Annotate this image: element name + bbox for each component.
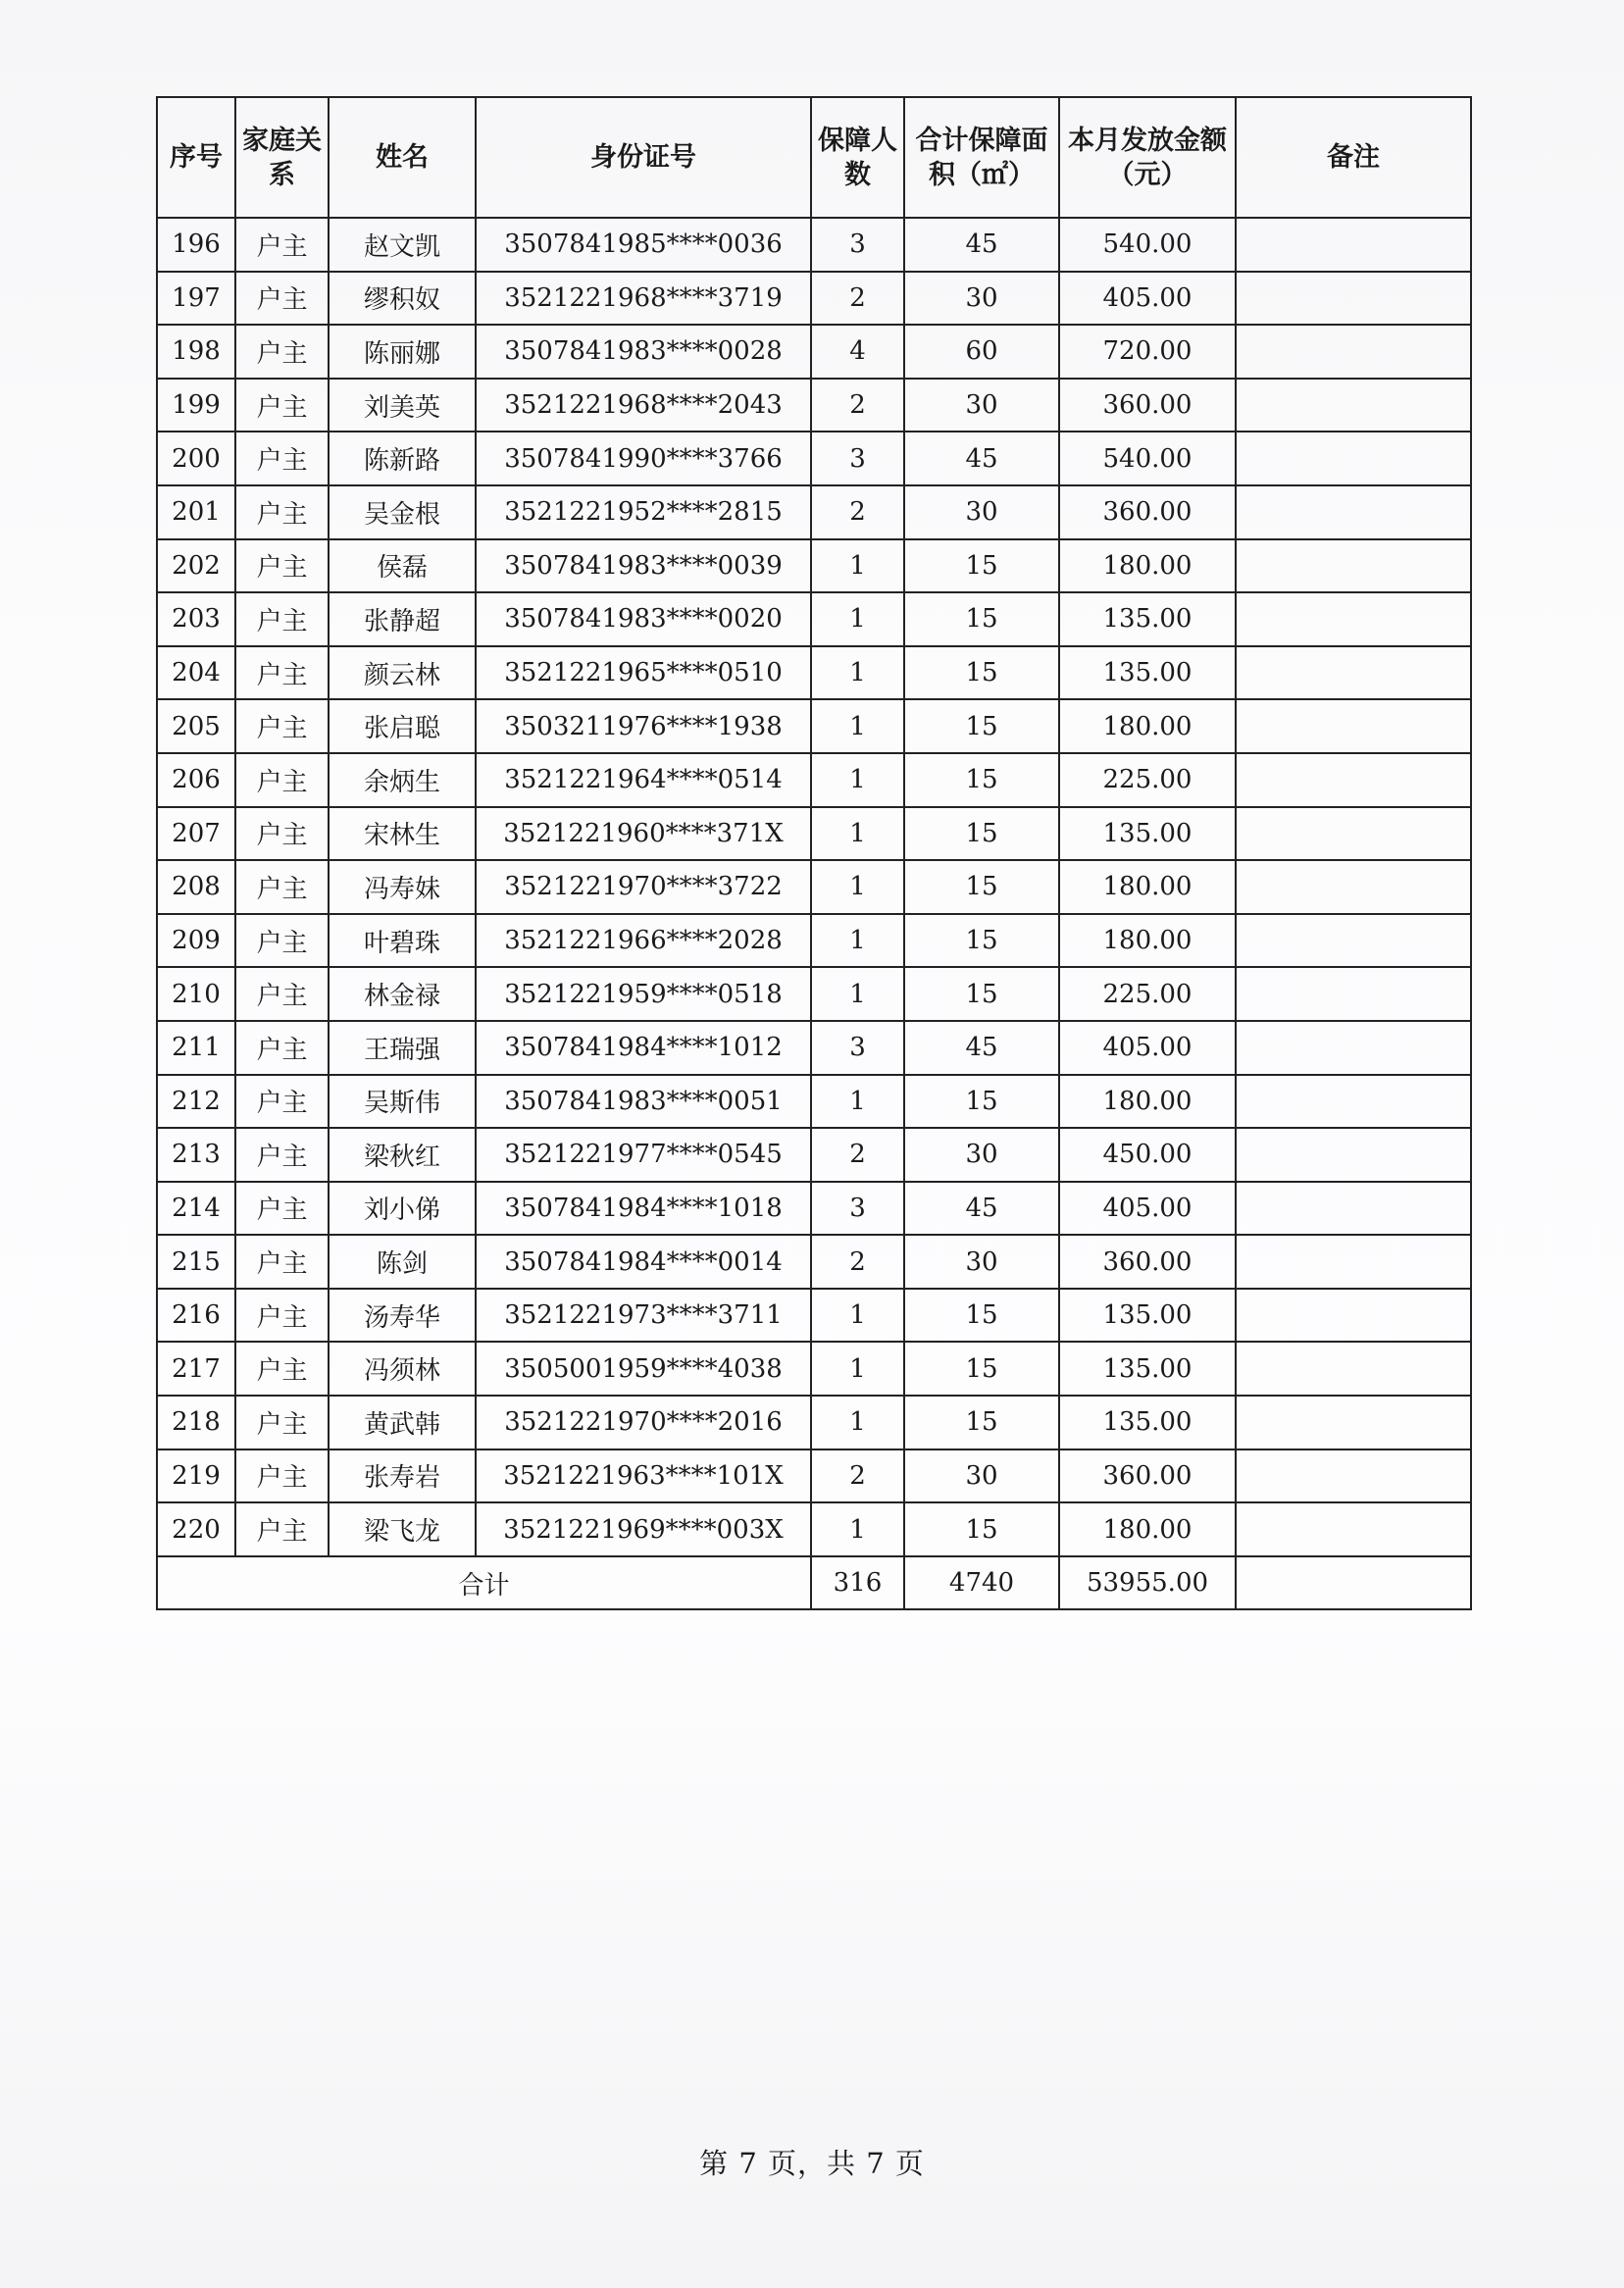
cell-amount: 180.00 (1059, 539, 1236, 593)
cell-id: 3505001959****4038 (476, 1342, 811, 1396)
cell-area: 15 (904, 699, 1059, 753)
table-row (157, 1502, 1471, 1556)
cell-name: 叶碧珠 (329, 914, 476, 968)
cell-relation: 户主 (235, 272, 329, 326)
cell-relation: 户主 (235, 592, 329, 646)
cell-area: 15 (904, 592, 1059, 646)
cell-id: 3521221973****3711 (476, 1289, 811, 1343)
cell-relation: 户主 (235, 753, 329, 807)
cell-remark (1236, 272, 1471, 326)
cell-relation: 户主 (235, 1449, 329, 1503)
cell-amount: 360.00 (1059, 1235, 1236, 1289)
table-row (157, 1128, 1471, 1182)
cell-amount: 135.00 (1059, 1396, 1236, 1449)
cell-id: 3507841984****0014 (476, 1235, 811, 1289)
cell-seq: 216 (157, 1289, 235, 1343)
cell-area: 15 (904, 539, 1059, 593)
cell-relation: 户主 (235, 1289, 329, 1343)
cell-name: 黄武韩 (329, 1396, 476, 1449)
cell-seq: 204 (157, 646, 235, 700)
cell-amount: 135.00 (1059, 646, 1236, 700)
cell-seq: 199 (157, 379, 235, 432)
table-row (157, 485, 1471, 539)
cell-relation: 户主 (235, 432, 329, 485)
cell-persons: 2 (811, 379, 904, 432)
cell-name: 吴斯伟 (329, 1075, 476, 1129)
cell-name: 陈丽娜 (329, 325, 476, 379)
cell-seq: 201 (157, 485, 235, 539)
table-row (157, 646, 1471, 700)
cell-amount: 360.00 (1059, 1449, 1236, 1503)
cell-id: 3521221977****0545 (476, 1128, 811, 1182)
cell-name: 汤寿华 (329, 1289, 476, 1343)
cell-name: 颜云林 (329, 646, 476, 700)
cell-id: 3521221965****0510 (476, 646, 811, 700)
cell-area: 15 (904, 1289, 1059, 1343)
cell-amount: 180.00 (1059, 699, 1236, 753)
cell-area: 45 (904, 218, 1059, 272)
cell-area: 15 (904, 914, 1059, 968)
cell-name: 张启聪 (329, 699, 476, 753)
header-remark: 备注 (1236, 97, 1471, 218)
cell-persons: 3 (811, 218, 904, 272)
header-persons: 保障人数 (811, 97, 904, 218)
cell-relation: 户主 (235, 699, 329, 753)
table-row (157, 1396, 1471, 1449)
cell-area: 15 (904, 1396, 1059, 1449)
cell-area: 15 (904, 1502, 1059, 1556)
cell-persons: 2 (811, 1449, 904, 1503)
cell-relation: 户主 (235, 539, 329, 593)
cell-name: 冯须林 (329, 1342, 476, 1396)
cell-relation: 户主 (235, 485, 329, 539)
cell-name: 余炳生 (329, 753, 476, 807)
cell-persons: 1 (811, 699, 904, 753)
cell-id: 3507841983****0028 (476, 325, 811, 379)
cell-remark (1236, 1182, 1471, 1236)
cell-amount: 135.00 (1059, 1289, 1236, 1343)
cell-amount: 720.00 (1059, 325, 1236, 379)
cell-relation: 户主 (235, 967, 329, 1021)
cell-id: 3521221970****3722 (476, 860, 811, 914)
table-row (157, 860, 1471, 914)
cell-remark (1236, 753, 1471, 807)
cell-amount: 540.00 (1059, 432, 1236, 485)
cell-seq: 200 (157, 432, 235, 485)
cell-relation: 户主 (235, 1342, 329, 1396)
cell-persons: 1 (811, 539, 904, 593)
cell-area: 30 (904, 1449, 1059, 1503)
cell-seq: 207 (157, 807, 235, 861)
table-row (157, 539, 1471, 593)
cell-area: 15 (904, 1342, 1059, 1396)
cell-persons: 1 (811, 1075, 904, 1129)
total-row (157, 1556, 1471, 1610)
cell-id: 3503211976****1938 (476, 699, 811, 753)
cell-area: 30 (904, 379, 1059, 432)
cell-name: 刘小俤 (329, 1182, 476, 1236)
cell-relation: 户主 (235, 1021, 329, 1075)
cell-id: 3521221959****0518 (476, 967, 811, 1021)
cell-amount: 135.00 (1059, 807, 1236, 861)
cell-persons: 3 (811, 432, 904, 485)
cell-area: 30 (904, 1235, 1059, 1289)
cell-amount: 180.00 (1059, 914, 1236, 968)
cell-amount: 405.00 (1059, 1182, 1236, 1236)
cell-persons: 1 (811, 1342, 904, 1396)
cell-name: 梁秋红 (329, 1128, 476, 1182)
cell-name: 刘美英 (329, 379, 476, 432)
cell-persons: 2 (811, 1235, 904, 1289)
cell-seq: 220 (157, 1502, 235, 1556)
cell-persons: 1 (811, 807, 904, 861)
total-area: 4740 (904, 1556, 1059, 1610)
cell-amount: 405.00 (1059, 272, 1236, 326)
cell-amount: 180.00 (1059, 860, 1236, 914)
table-row (157, 1449, 1471, 1503)
cell-remark (1236, 967, 1471, 1021)
cell-remark (1236, 218, 1471, 272)
cell-relation: 户主 (235, 1075, 329, 1129)
cell-id: 3507841985****0036 (476, 218, 811, 272)
cell-id: 3521221963****101X (476, 1449, 811, 1503)
cell-amount: 540.00 (1059, 218, 1236, 272)
cell-id: 3521221969****003X (476, 1502, 811, 1556)
cell-name: 缪积奴 (329, 272, 476, 326)
cell-remark (1236, 1396, 1471, 1449)
cell-id: 3521221970****2016 (476, 1396, 811, 1449)
cell-seq: 205 (157, 699, 235, 753)
table-row (157, 432, 1471, 485)
cell-seq: 198 (157, 325, 235, 379)
cell-name: 陈剑 (329, 1235, 476, 1289)
cell-seq: 196 (157, 218, 235, 272)
cell-id: 3507841984****1018 (476, 1182, 811, 1236)
cell-relation: 户主 (235, 1396, 329, 1449)
cell-amount: 135.00 (1059, 592, 1236, 646)
table-row (157, 967, 1471, 1021)
cell-relation: 户主 (235, 1235, 329, 1289)
cell-relation: 户主 (235, 1502, 329, 1556)
table-row (157, 325, 1471, 379)
cell-seq: 212 (157, 1075, 235, 1129)
cell-persons: 1 (811, 592, 904, 646)
cell-name: 冯寿妹 (329, 860, 476, 914)
cell-area: 15 (904, 753, 1059, 807)
total-persons: 316 (811, 1556, 904, 1610)
cell-id: 3521221964****0514 (476, 753, 811, 807)
cell-persons: 1 (811, 753, 904, 807)
cell-seq: 214 (157, 1182, 235, 1236)
cell-seq: 197 (157, 272, 235, 326)
cell-persons: 3 (811, 1182, 904, 1236)
cell-remark (1236, 646, 1471, 700)
cell-relation: 户主 (235, 646, 329, 700)
cell-seq: 218 (157, 1396, 235, 1449)
page-number: 第 7 页，共 7 页 (699, 2147, 925, 2180)
header-amount: 本月发放金额（元） (1059, 97, 1236, 218)
cell-remark (1236, 325, 1471, 379)
cell-area: 15 (904, 807, 1059, 861)
cell-remark (1236, 1502, 1471, 1556)
header-id: 身份证号 (476, 97, 811, 218)
cell-amount: 225.00 (1059, 967, 1236, 1021)
cell-persons: 4 (811, 325, 904, 379)
cell-name: 赵文凯 (329, 218, 476, 272)
cell-seq: 215 (157, 1235, 235, 1289)
cell-amount: 180.00 (1059, 1075, 1236, 1129)
cell-area: 30 (904, 1128, 1059, 1182)
cell-seq: 210 (157, 967, 235, 1021)
cell-area: 15 (904, 967, 1059, 1021)
cell-id: 3507841983****0051 (476, 1075, 811, 1129)
cell-relation: 户主 (235, 1182, 329, 1236)
total-remark (1236, 1556, 1471, 1610)
cell-remark (1236, 1449, 1471, 1503)
table-row (157, 1289, 1471, 1343)
cell-name: 王瑞强 (329, 1021, 476, 1075)
table-row (157, 218, 1471, 272)
cell-id: 3521221968****3719 (476, 272, 811, 326)
cell-name: 陈新路 (329, 432, 476, 485)
cell-area: 15 (904, 1075, 1059, 1129)
cell-persons: 1 (811, 1396, 904, 1449)
cell-id: 3507841983****0039 (476, 539, 811, 593)
cell-amount: 360.00 (1059, 379, 1236, 432)
cell-area: 45 (904, 1021, 1059, 1075)
cell-amount: 405.00 (1059, 1021, 1236, 1075)
table-row (157, 1182, 1471, 1236)
cell-name: 梁飞龙 (329, 1502, 476, 1556)
cell-area: 45 (904, 432, 1059, 485)
cell-area: 30 (904, 485, 1059, 539)
cell-area: 15 (904, 646, 1059, 700)
cell-seq: 213 (157, 1128, 235, 1182)
cell-persons: 3 (811, 1021, 904, 1075)
cell-name: 林金禄 (329, 967, 476, 1021)
cell-seq: 202 (157, 539, 235, 593)
cell-amount: 135.00 (1059, 1342, 1236, 1396)
cell-id: 3521221966****2028 (476, 914, 811, 968)
cell-area: 60 (904, 325, 1059, 379)
total-amount: 53955.00 (1059, 1556, 1236, 1610)
cell-persons: 1 (811, 967, 904, 1021)
cell-remark (1236, 1075, 1471, 1129)
cell-persons: 1 (811, 646, 904, 700)
cell-remark (1236, 1021, 1471, 1075)
table-row (157, 753, 1471, 807)
cell-seq: 217 (157, 1342, 235, 1396)
cell-persons: 2 (811, 272, 904, 326)
cell-seq: 219 (157, 1449, 235, 1503)
cell-amount: 225.00 (1059, 753, 1236, 807)
table-row (157, 1021, 1471, 1075)
cell-id: 3507841990****3766 (476, 432, 811, 485)
cell-amount: 180.00 (1059, 1502, 1236, 1556)
cell-remark (1236, 807, 1471, 861)
cell-seq: 208 (157, 860, 235, 914)
cell-remark (1236, 914, 1471, 968)
cell-amount: 360.00 (1059, 485, 1236, 539)
cell-area: 45 (904, 1182, 1059, 1236)
cell-name: 张静超 (329, 592, 476, 646)
cell-id: 3521221968****2043 (476, 379, 811, 432)
table-row (157, 592, 1471, 646)
cell-seq: 209 (157, 914, 235, 968)
cell-persons: 2 (811, 1128, 904, 1182)
relief-payment-table (156, 96, 1472, 1610)
cell-remark (1236, 379, 1471, 432)
table-row (157, 1235, 1471, 1289)
cell-seq: 203 (157, 592, 235, 646)
cell-relation: 户主 (235, 914, 329, 968)
header-relation: 家庭关系 (235, 97, 329, 218)
cell-remark (1236, 860, 1471, 914)
cell-relation: 户主 (235, 860, 329, 914)
cell-remark (1236, 432, 1471, 485)
cell-id: 3507841983****0020 (476, 592, 811, 646)
cell-remark (1236, 1342, 1471, 1396)
cell-remark (1236, 539, 1471, 593)
table-row (157, 914, 1471, 968)
cell-persons: 2 (811, 485, 904, 539)
header-name: 姓名 (329, 97, 476, 218)
header-row (157, 97, 1471, 218)
cell-remark (1236, 1289, 1471, 1343)
cell-persons: 1 (811, 1289, 904, 1343)
cell-relation: 户主 (235, 807, 329, 861)
cell-remark (1236, 1235, 1471, 1289)
cell-area: 30 (904, 272, 1059, 326)
header-area: 合计保障面积（㎡） (904, 97, 1059, 218)
cell-id: 3521221960****371X (476, 807, 811, 861)
table-row (157, 1342, 1471, 1396)
cell-name: 宋林生 (329, 807, 476, 861)
header-seq: 序号 (157, 97, 235, 218)
total-label: 合计 (157, 1556, 811, 1610)
cell-persons: 1 (811, 914, 904, 968)
cell-remark (1236, 592, 1471, 646)
table-row (157, 1075, 1471, 1129)
table-row (157, 272, 1471, 326)
cell-seq: 206 (157, 753, 235, 807)
cell-remark (1236, 1128, 1471, 1182)
cell-seq: 211 (157, 1021, 235, 1075)
cell-id: 3521221952****2815 (476, 485, 811, 539)
cell-name: 张寿岩 (329, 1449, 476, 1503)
cell-relation: 户主 (235, 379, 329, 432)
cell-relation: 户主 (235, 325, 329, 379)
cell-name: 侯磊 (329, 539, 476, 593)
cell-relation: 户主 (235, 218, 329, 272)
cell-persons: 1 (811, 1502, 904, 1556)
cell-remark (1236, 699, 1471, 753)
cell-persons: 1 (811, 860, 904, 914)
cell-area: 15 (904, 860, 1059, 914)
table-row (157, 379, 1471, 432)
table-row (157, 807, 1471, 861)
cell-amount: 450.00 (1059, 1128, 1236, 1182)
cell-remark (1236, 485, 1471, 539)
cell-id: 3507841984****1012 (476, 1021, 811, 1075)
cell-name: 吴金根 (329, 485, 476, 539)
cell-relation: 户主 (235, 1128, 329, 1182)
table-row (157, 699, 1471, 753)
